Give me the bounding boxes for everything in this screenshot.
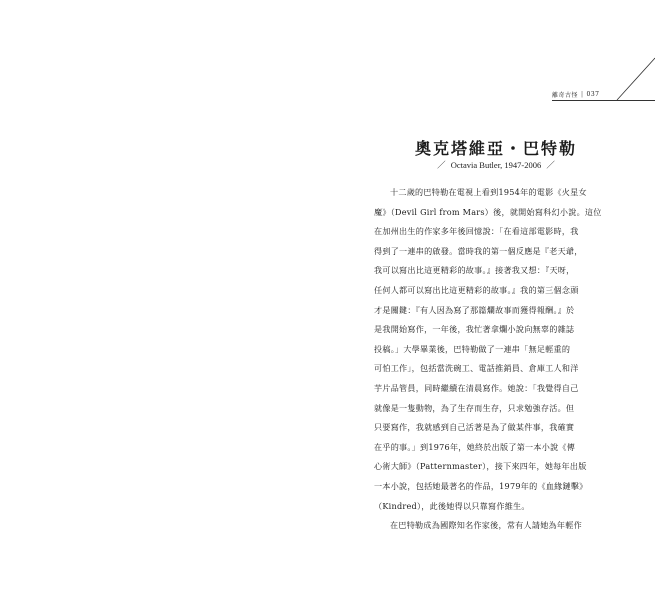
running-header-separator: | (581, 91, 584, 98)
body-line: 在乎的事。」到1976年，她終於出版了第一本小說《傳 (374, 441, 576, 452)
body-line: 一本小說，包括她最著名的作品，1979年的《血緣鏈擊》 (374, 480, 588, 491)
body-line: 可怕工作」，包括當洗碗工、電話推銷員、倉庫工人和洋 (374, 363, 579, 374)
body-line: 投稿。」大學畢業後，巴特勒做了一連串「無足輕重的 (374, 343, 571, 354)
body-line: 十二歲的巴特勒在電視上看到1954年的電影《火星女 (390, 187, 587, 197)
body-text (374, 183, 607, 536)
body-line: 芋片品管員，同時繼續在清晨寫作。她說：「我覺得自己 (374, 382, 579, 393)
body-line: 在加州出生的作家多年後回憶說：「在看這部電影時，我 (374, 226, 579, 237)
subtitle-text: Octavia Butler, 1947-2006 (450, 160, 542, 170)
body-line: 我可以寫出比這更精彩的故事。』接著我又想：『天呀， (374, 265, 575, 276)
body-line: 任何人都可以寫出比這更精彩的故事。』我的第三個念頭 (374, 284, 579, 295)
chapter-subtitle (376, 159, 616, 171)
page-number: 037 (586, 91, 600, 98)
body-line: 就像是一隻動物，為了生存而生存，只求勉強存活。但 (374, 402, 575, 413)
body-line: 只要寫作，我就感到自己活著是為了做某件事，我確實 (374, 422, 575, 433)
body-line: 在巴特勒成為國際知名作家後，常有人請她為年輕作 (390, 520, 582, 531)
running-header-title: 離奇古怪 (552, 92, 579, 99)
body-line: （Kindred），此後她得以只靠寫作維生。 (374, 500, 530, 511)
header-rule (552, 100, 655, 101)
body-line: 心術大師》（Patternmaster），接下來四年，她每年出版 (374, 461, 587, 472)
running-header (552, 90, 600, 99)
body-line: 魔》（Devil Girl from Mars）後，就開始寫科幻小說。這位 (374, 206, 602, 217)
subtitle-slash-right: ／ (546, 160, 555, 170)
body-line: 才是關鍵：『有人因為寫了那篇爛故事而獲得報酬。』於 (374, 304, 575, 315)
body-line: 是我開始寫作，一年後，我忙著拿爛小說向無辜的雜誌 (374, 324, 575, 335)
subtitle-slash-left: ／ (437, 160, 446, 170)
body-line: 得到了一連串的啟發。當時我的第一個反應是『老天爺， (374, 245, 583, 256)
chapter-title: 奧克塔維亞・巴特勒 (414, 139, 577, 158)
